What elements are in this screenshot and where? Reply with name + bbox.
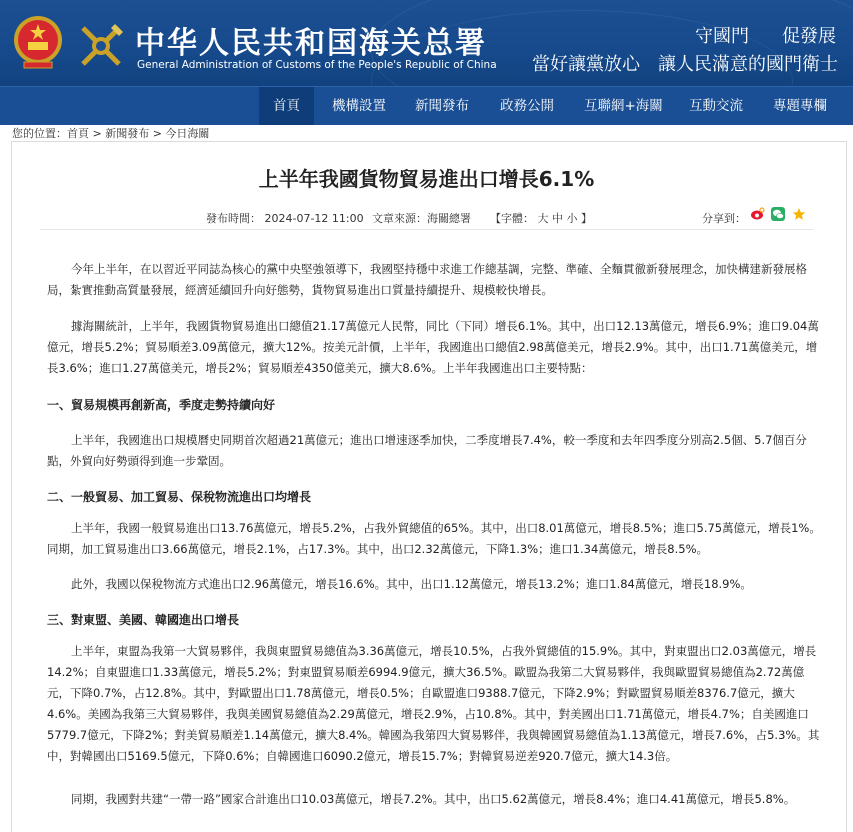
font-size-selector[interactable]: 【字體： 大 中 小 】 bbox=[490, 212, 592, 225]
slogan-top-b: 促發展 bbox=[782, 26, 836, 47]
slogan-bottom-a: 當好讓黨放心 bbox=[532, 54, 640, 75]
article-paragraph-text: 上半年，我國進出口規模曆史同期首次超過21萬億元；進出口增速逐季加快，二季度增長7.4%，較一季度和去年四季度分別高2.5個、5.7個百分點，外貿向好勢頭得到進一步鞏固。 bbox=[47, 433, 807, 468]
article-paragraph-text: 此外，我國以保稅物流方式進出口2.96萬億元，增長16.6%。其中，出口1.12萬億元，增長13.2%；進口1.84萬億元，增長18.9%。 bbox=[71, 577, 752, 591]
qzone-share-icon[interactable] bbox=[792, 207, 806, 221]
article-title: 上半年我國貨物貿易進出口增長6.1% bbox=[258, 167, 595, 191]
article-paragraph-text: 上半年，東盟為我第一大貿易夥伴，我與東盟貿易總值為3.36萬億元，增長10.5%，占我外貿總值的15.9%。其中，對東盟出口2.03萬億元，增長14.2%；自東盟進口1.33萬億元，增長5.2%；對東盟貿易順差6994.9億元，擴大36.5%。歐盟為我第二大貿易夥伴，我與歐盟貿易總值為2.72萬億元，下降0.7%，占12.8%。其中，對歐盟出口1.78萬億元，增長0.5%；自歐盟進口9388.7億元，下降2.9%；對歐盟貿易順差8376.7億元，擴大4.6%。美國為我第三大貿易夥伴，我與美國貿易總值為2.29萬億元，增長2.9%，占10.8%。其中，對美國出口1.71萬億元，增長4.7%；自美國進口5779.7億元，下降2%；對美貿易順差1.14萬億元，擴大8.4%。韓國為我第四大貿易夥伴，我與韓國貿易總值為1.13萬億元，增長7.6%，占5.3%。其中，對韓國出口5169.5億元，下降0.6%；自韓國進口6090.2億元，增長15.7%；對韓貿易逆差920.7億元，擴大14.3倍。 bbox=[47, 644, 820, 763]
breadcrumb-prefix: 您的位置： bbox=[12, 127, 67, 140]
article-paragraph-text: 據海關統計，上半年，我國貨物貿易進出口總值21.17萬億元人民幣，同比（下同）增長6.1%。其中，出口12.13萬億元，增長6.9%；進口9.04萬億元，增長5.2%；貿易順差3.09萬億元，擴大12%。按美元計價，上半年，我國進出口總值2.98萬億美元，增長2.9%。其中，出口1.71萬億美元，增長3.6%；進口1.27萬億美元，增長2%；貿易順差4350億美元，擴大8.6%。上半年我國進出口主要特點： bbox=[47, 319, 819, 375]
publish-time: 發布時間： 2024-07-12 11:00 bbox=[206, 212, 364, 225]
nav-item-interaction[interactable]: 互動交流 bbox=[689, 98, 743, 114]
section-heading: 三、對東盟、美國、韓國進出口增長 bbox=[47, 613, 240, 627]
wechat-share-icon[interactable] bbox=[771, 207, 785, 221]
article-paragraph-text: 上半年，我國一般貿易進出口13.76萬億元，增長5.2%，占我外貿總值的65%。其中，出口8.01萬億元，增長8.5%；進口5.75萬億元，增長1%。同期，加工貿易進出口3.66萬億元，增長2.1%，占17.3%。其中，出口2.32萬億元，下降1.3%；進口1.34萬億元，增長8.5%。 bbox=[47, 521, 821, 556]
slogan-top-a: 守國門 bbox=[695, 26, 749, 47]
national-emblem-icon bbox=[12, 12, 64, 72]
article-paragraph bbox=[47, 789, 827, 810]
nav-item-news[interactable]: 新聞發布 bbox=[415, 98, 469, 114]
share-label: 分享到： bbox=[702, 212, 746, 225]
section-heading: 一、貿易規模再創新高，季度走勢持續向好 bbox=[47, 398, 276, 412]
section-heading: 二、一般貿易、加工貿易、保稅物流進出口均增長 bbox=[47, 490, 312, 504]
nav-item-home[interactable]: 首頁 bbox=[259, 87, 314, 125]
article-paragraph bbox=[47, 518, 827, 560]
article-paragraph bbox=[47, 316, 827, 379]
article-source: 文章來源：海關總署 bbox=[372, 212, 471, 225]
article-paragraph bbox=[47, 430, 827, 472]
article-paragraph bbox=[47, 574, 827, 595]
title-divider bbox=[40, 229, 813, 230]
site-header-banner bbox=[0, 0, 853, 86]
article-paragraph-text: 同期，我國對共建“一帶一路”國家合計進出口10.03萬億元，增長7.2%。其中，出口5.62萬億元，增長8.4%；進口4.41萬億元，增長5.8%。 bbox=[71, 792, 796, 806]
nav-item-special-topics[interactable]: 專題專欄 bbox=[773, 98, 827, 114]
org-name-en: General Administration of Customs of the People's Republic of China bbox=[137, 59, 497, 71]
customs-logo-icon bbox=[75, 20, 127, 72]
nav-item-organization[interactable]: 機構設置 bbox=[332, 98, 386, 114]
nav-item-government-affairs[interactable]: 政務公開 bbox=[500, 98, 554, 114]
breadcrumb-trail[interactable]: 首頁 > 新聞發布 > 今日海關 bbox=[67, 127, 210, 140]
article-paragraph bbox=[47, 259, 827, 301]
slogan-bottom-b: 讓人民滿意的國門衛士 bbox=[658, 54, 838, 75]
weibo-share-icon[interactable] bbox=[751, 207, 765, 221]
main-nav bbox=[0, 86, 853, 125]
nav-item-internet-plus-customs[interactable]: 互聯網+海關 bbox=[584, 98, 663, 114]
breadcrumb bbox=[12, 125, 209, 141]
article-paragraph-text: 今年上半年，在以習近平同誌為核心的黨中央堅強領導下，我國堅持穩中求進工作總基調，完整、準確、全麵貫徹新發展理念，加快構建新發展格局，紮實推動高質量發展，經濟延續回升向好態勢，貨物貿易進出口質量持續提升、規模較快增長。 bbox=[47, 262, 807, 297]
article-paragraph bbox=[47, 641, 827, 767]
org-name-cn[interactable]: 中华人民共和国海关总署 bbox=[135, 26, 487, 61]
